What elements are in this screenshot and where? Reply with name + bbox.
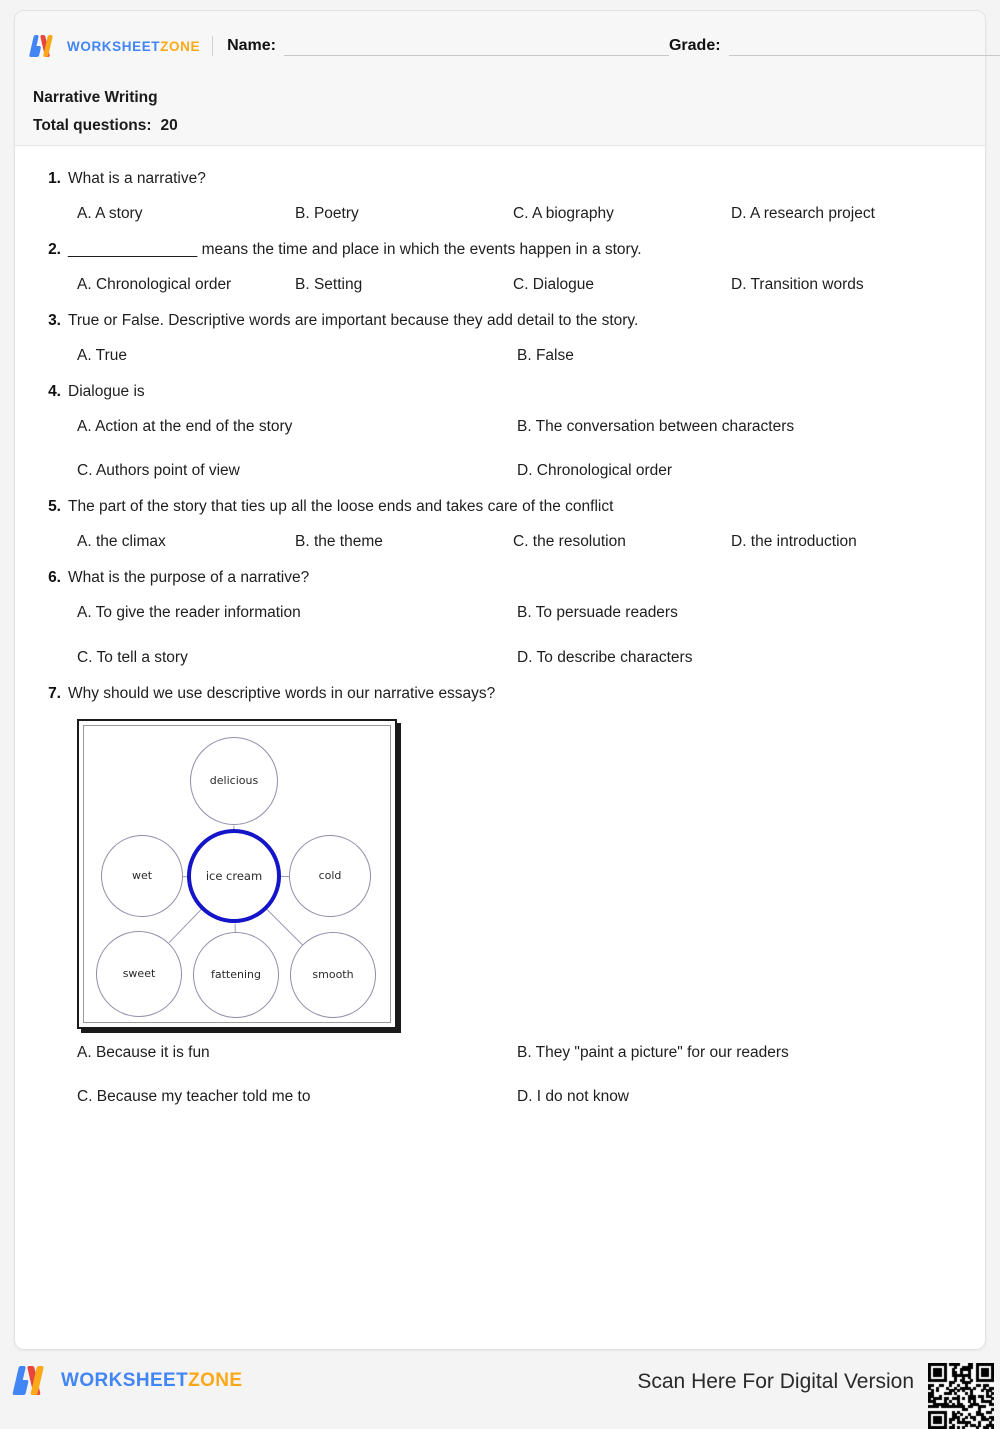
question-number: 1. (48, 170, 61, 187)
total-questions-row (33, 117, 178, 135)
total-questions-count: 20 (160, 117, 178, 134)
question-text: The part of the story that ties up all the loose ends and takes care of the conflict (68, 498, 614, 516)
question-block (35, 311, 965, 366)
question-diagram-wrapper (35, 719, 965, 1029)
diagram-bubble: sweet (96, 931, 182, 1017)
question-heading (35, 382, 965, 403)
worksheet-title: Narrative Writing (33, 89, 158, 106)
answer-option[interactable]: D. A research project (731, 204, 875, 222)
page-footer (0, 1362, 1000, 1414)
worksheet-zone-logo-icon-footer (18, 1366, 52, 1395)
answer-option[interactable]: B. They "paint a picture" for our readers (517, 1043, 789, 1061)
worksheet-page (14, 10, 986, 1350)
question-text: _______________ means the time and place in which the events happen in a story. (68, 241, 642, 259)
answer-option[interactable]: C. the resolution (513, 533, 626, 551)
answer-option[interactable]: B. Setting (295, 275, 363, 293)
qr-code-icon[interactable] (928, 1363, 994, 1429)
question-block (35, 568, 965, 667)
answer-options (35, 204, 965, 224)
diagram-bubble: smooth (290, 932, 376, 1018)
answer-option[interactable]: A. Chronological order (77, 275, 232, 293)
question-block (35, 169, 965, 224)
answer-options (35, 417, 965, 481)
questions-container (15, 147, 985, 1349)
question-text: True or False. Descriptive words are important because they add detail to the story. (68, 312, 639, 330)
question-text: What is the purpose of a narrative? (68, 569, 310, 587)
brand-wordmark-zone: ZONE (160, 38, 201, 54)
name-field-input[interactable] (284, 55, 669, 56)
answer-options (35, 346, 965, 366)
question-text: Dialogue is (68, 383, 145, 401)
header-divider (212, 36, 213, 56)
answer-option[interactable]: A. Because it is fun (77, 1043, 210, 1061)
answer-option[interactable]: A. A story (77, 204, 143, 222)
grade-field-input[interactable] (729, 55, 1000, 56)
question-heading (35, 684, 965, 705)
answer-option[interactable]: C. Authors point of view (77, 462, 240, 480)
bubble-map-diagram (77, 719, 397, 1029)
question-block (35, 382, 965, 481)
diagram-connector (234, 923, 235, 932)
answer-option[interactable]: D. Chronological order (517, 462, 673, 480)
scan-prompt-text: Scan Here For Digital Version (637, 1370, 914, 1393)
footer-wordmark-zone: ZONE (188, 1369, 243, 1391)
name-field-label: Name: (227, 37, 276, 54)
total-questions-label: Total questions: (33, 117, 152, 134)
question-block (35, 684, 965, 1107)
question-heading (35, 169, 965, 190)
brand-wordmark-worksheet: WORKSHEET (67, 38, 161, 54)
question-block (35, 240, 965, 295)
diagram-bubble: wet (101, 835, 183, 917)
question-heading (35, 568, 965, 589)
question-text: What is a narrative? (68, 170, 206, 187)
answer-option[interactable]: C. Because my teacher told me to (77, 1087, 311, 1105)
question-number: 2. (48, 241, 61, 259)
answer-option[interactable]: C. Dialogue (513, 275, 594, 293)
answer-option[interactable]: D. Transition words (731, 275, 864, 293)
answer-option[interactable]: A. True (77, 347, 127, 365)
answer-option[interactable]: B. False (517, 347, 574, 365)
question-number: 3. (48, 312, 61, 330)
answer-option[interactable]: B. To persuade readers (517, 604, 678, 622)
question-heading (35, 497, 965, 518)
question-heading (35, 240, 965, 261)
diagram-center-bubble: ice cream (187, 829, 281, 923)
question-number: 5. (48, 498, 61, 516)
footer-brand-wordmark (61, 1370, 243, 1392)
answer-options (35, 532, 965, 552)
diagram-bubble: fattening (193, 932, 279, 1018)
footer-brand (18, 1366, 243, 1395)
answer-option[interactable]: D. the introduction (731, 533, 857, 551)
question-number: 7. (48, 684, 61, 702)
answer-options (35, 1043, 965, 1107)
answer-option[interactable]: A. To give the reader information (77, 604, 301, 622)
answer-option[interactable]: B. the theme (295, 533, 383, 551)
answer-option[interactable]: A. Action at the end of the story (77, 418, 293, 436)
grade-field-label: Grade: (668, 37, 721, 54)
diagram-connector (281, 876, 289, 877)
worksheet-zone-logo-icon (33, 35, 60, 57)
footer-wordmark-worksheet: WORKSHEET (61, 1369, 189, 1391)
answer-option[interactable]: B. The conversation between characters (517, 418, 795, 436)
answer-option[interactable]: D. To describe characters (517, 648, 693, 666)
answer-options (35, 603, 965, 667)
worksheet-header (15, 11, 985, 146)
brand-wordmark (67, 39, 200, 54)
answer-options (35, 275, 965, 295)
diagram-bubble: cold (289, 835, 371, 917)
question-block (35, 497, 965, 552)
question-number: 4. (48, 383, 61, 401)
question-heading (35, 311, 965, 332)
question-number: 6. (48, 569, 61, 587)
answer-option[interactable]: B. Poetry (295, 204, 359, 222)
answer-option[interactable]: C. To tell a story (77, 648, 188, 666)
diagram-bubble: delicious (190, 737, 278, 825)
answer-option[interactable]: A. the climax (77, 533, 166, 551)
header-identity-row (33, 31, 967, 61)
answer-option[interactable]: D. I do not know (517, 1087, 630, 1105)
question-text: Why should we use descriptive words in our narrative essays? (68, 684, 496, 702)
answer-option[interactable]: C. A biography (513, 204, 614, 222)
